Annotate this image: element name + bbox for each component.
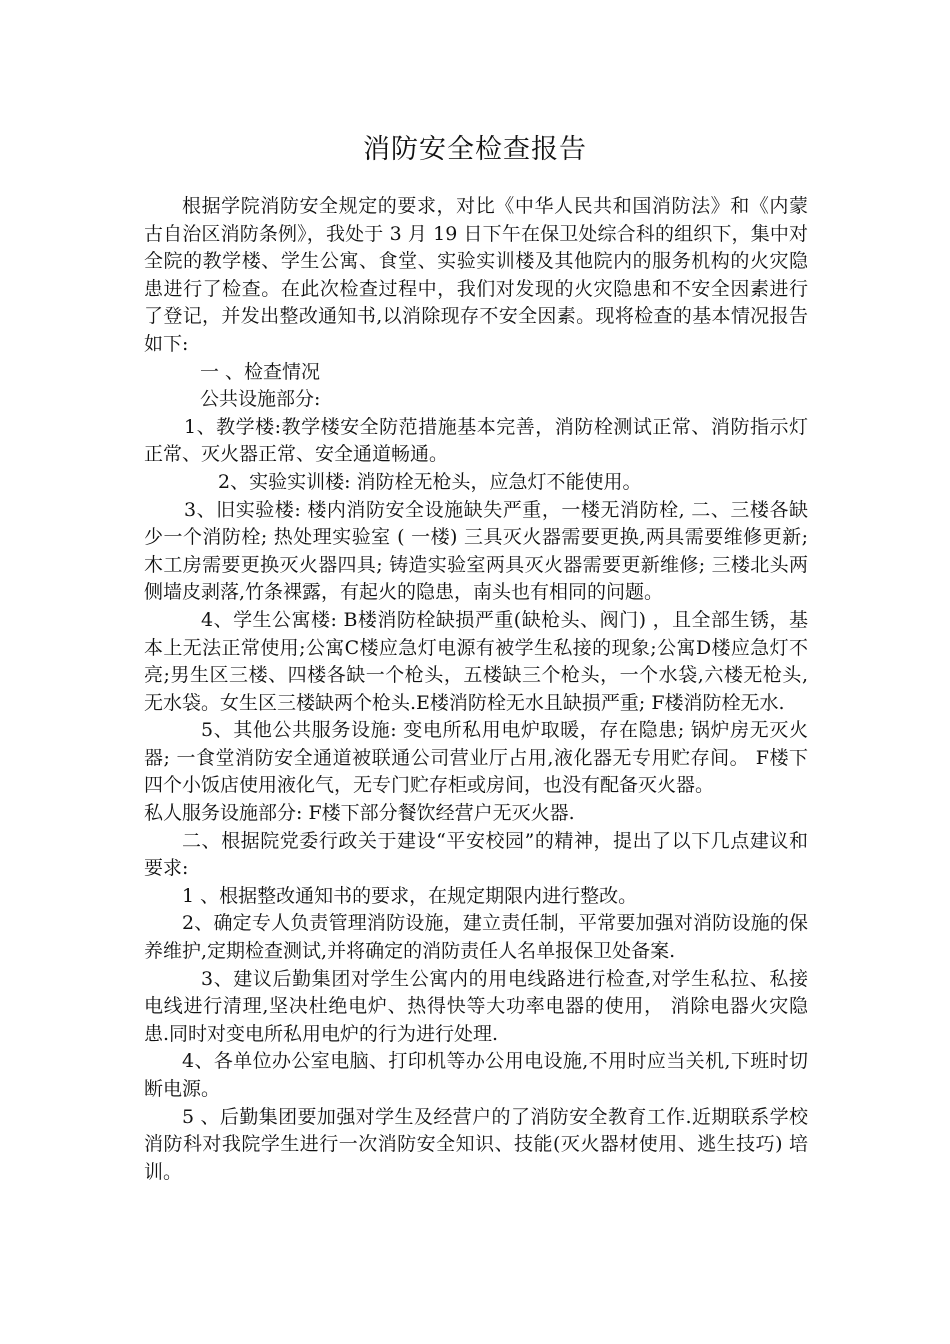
section-heading-inspection: 一 、检查情况 <box>200 360 321 383</box>
suggestion-2: 2、确定专人负责管理消防设施，建立责任制，平常要加强对消防设施的保养维护,定期检查测试,并将确定的消防责任人名单报保卫处备案. <box>144 912 808 963</box>
suggestion-4: 4、各单位办公室电脑、打印机等办公用电设施,不用时应当关机,下班时切断电源。 <box>144 1050 808 1100</box>
item-student-dorms: 4、学生公寓楼: B楼消防栓缺损严重(缺枪头、阀门) ，且全部生锈，基本上无法正常使用;公寓C楼应急灯电源有被学生私接的现象;公寓D楼应急灯不亮;男生区三楼、四楼各缺一个枪头，五楼缺三个枪头，一个水袋,六楼无枪头,无水袋。女生区三楼缺两个枪头.E楼消防栓无水且缺损严重; F楼消防栓无水. <box>144 608 808 714</box>
suggestion-1: 1 、根据整改通知书的要求，在规定期限内进行整改。 <box>182 884 638 907</box>
section-heading-suggestions: 二、根据院党委行政关于建设“平安校园”的精神，提出了以下几点建议和要求: <box>144 829 808 880</box>
suggestion-3: 3、建议后勤集团对学生公寓内的用电线路进行检查,对学生私拉、私接电线进行清理,坚决杜绝电炉、热得快等大功率电器的使用， 消除电器火灾隐患.同时对变电所私用电炉的行为进行处理. <box>144 967 808 1045</box>
item-old-lab-building: 3、旧实验楼: 楼内消防安全设施缺失严重，一楼无消防栓, 二、三楼各缺少一个消防栓; 热处理实验室 ( 一楼) 三具灭火器需要更换,两具需要维修更新;木工房需要更换灭火器四具; 铸造实验室两具灭火器需要更新维修; 三楼北头两侧墙皮剥落,竹条裸露，有起火的隐患，南头也有相同的问题。 <box>144 498 808 604</box>
report-title: 消防安全检查报告 <box>363 134 587 165</box>
item-lab-building: 2、实验实训楼: 消防栓无枪头，应急灯不能使用。 <box>218 470 642 493</box>
private-facilities-paragraph: 私人服务设施部分: F楼下部分餐饮经营户无灭火器. <box>144 802 575 825</box>
subheading-public-facilities: 公共设施部分: <box>200 388 321 411</box>
item-other-services: 5、其他公共服务设施: 变电所私用电炉取暖，存在隐患; 锅炉房无灭火器; 一食堂消防安全通道被联通公司营业厅占用,液化器无专用贮存间。 F楼下四个小饭店使用液化气，无专门贮存柜或房间，也没有配备灭火器。 <box>144 719 808 797</box>
suggestion-5: 5 、后勤集团要加强对学生及经营户的了消防安全教育工作.近期联系学校消防科对我院学生进行一次消防安全知识、技能(灭火器材使用、逃生技巧) 培训。 <box>144 1105 808 1183</box>
item-teaching-building: 1、教学楼:教学楼安全防范措施基本完善，消防栓测试正常、消防指示灯正常、灭火器正常、安全通道畅通。 <box>144 415 808 466</box>
report-body <box>144 193 808 1186</box>
intro-paragraph: 根据学院消防安全规定的要求，对比《中华人民共和国消防法》和《内蒙古自治区消防条例》，我处于 3 月 19 日下午在保卫处综合科的组织下，集中对全院的教学楼、学生公寓、食堂、实验实训楼及其他院内的服务机构的火灾隐患进行了检查。在此次检查过程中，我们对发现的火灾隐患和不安全因素进行了登记，并发出整改通知书,以消除现存不安全因素。现将检查的基本情况报告如下: <box>144 195 808 355</box>
